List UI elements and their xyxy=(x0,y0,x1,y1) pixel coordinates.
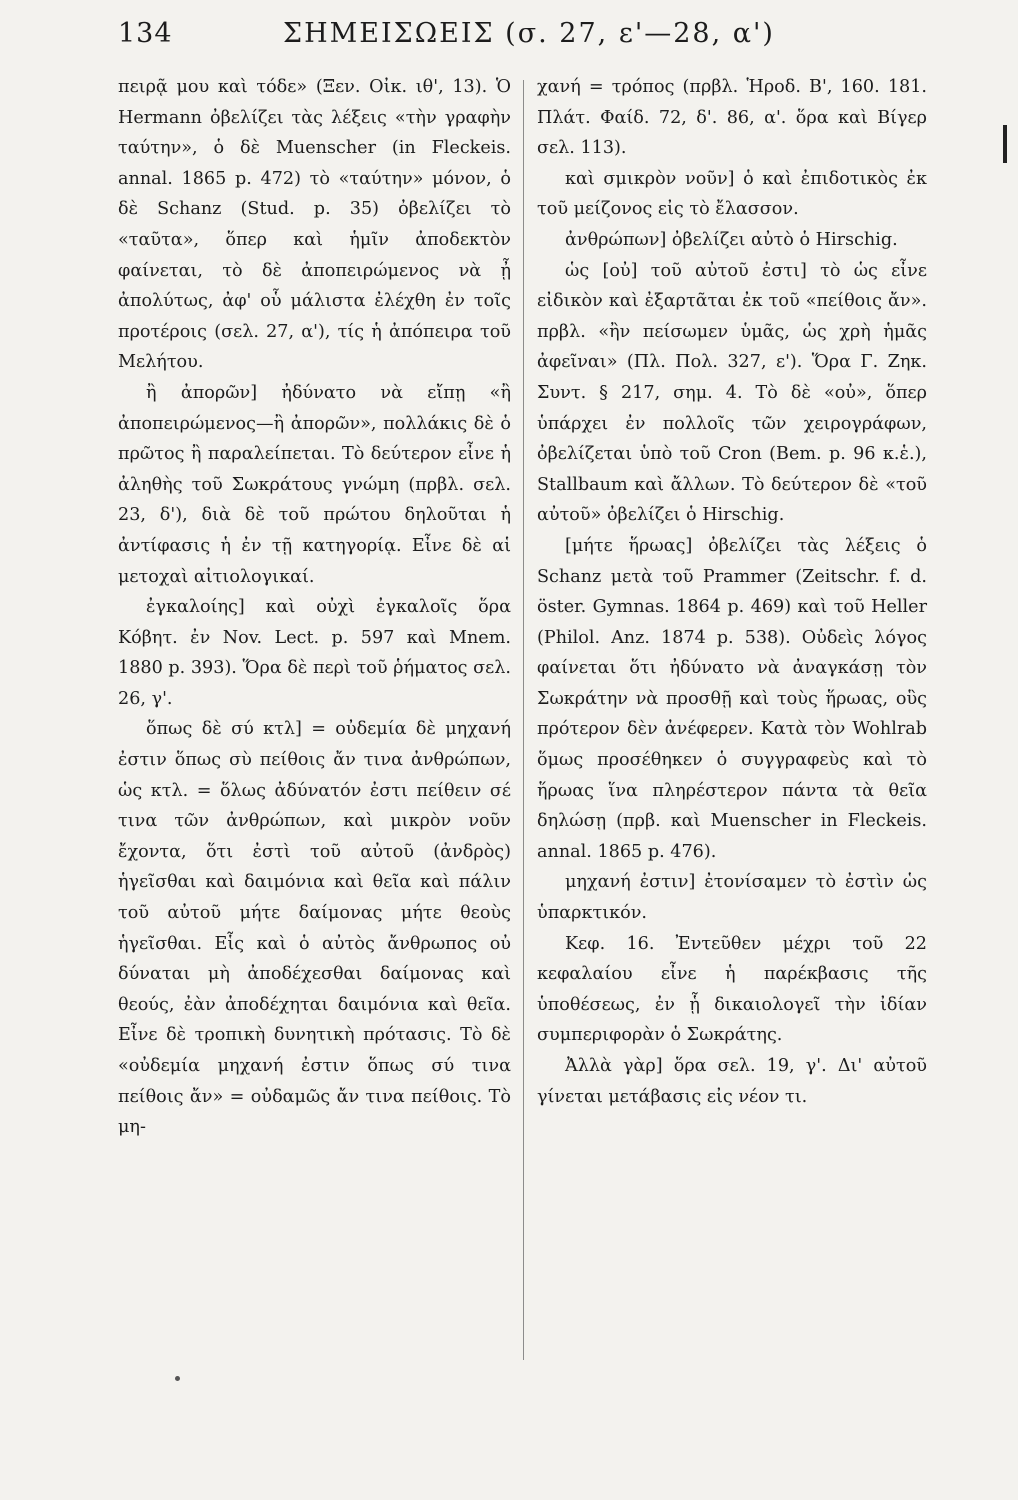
page-number: 134 xyxy=(118,18,173,49)
paragraph: [μήτε ἥρωας] ὀβελίζει τὰς λέξεις ὁ Schanz μετὰ τοῦ Prammer (Zeitschr. f. d. öster. Gymnas. 1864 p. 469) καὶ τοῦ Heller (Philol. Anz. 1874 p. 538). Οὐδεὶς λόγος φαίνεται ὅτι ἠδύνατο νὰ ἀναγκάσῃ τὸν Σωκράτην νὰ προσθῇ καὶ τοὺς ἥρωας, οὓς πρότερον δὲν ἀνέφερεν. Κατὰ τὸν Wohlrab ὅμως προσέθηκεν ὁ συγγραφεὺς καὶ τὸ ἥρωας ἵνα πληρέστερον πάντα τὰ θεῖα δηλώσῃ (πρβ. καὶ Muenscher in Fleckeis. annal. 1865 p. 476). xyxy=(537,535,927,862)
ink-dot xyxy=(175,1376,180,1381)
right-column xyxy=(537,72,927,1112)
paragraph: χανή = τρόπος (πρβλ. Ἡροδ. Β', 160. 181. Πλάτ. Φαίδ. 72, δ'. 86, α'. ὅρα καὶ Βίγερ σελ. 113). xyxy=(537,77,927,159)
paragraph: ὡς [οὐ] τοῦ αὐτοῦ ἐστι] τὸ ὡς εἶνε εἰδικὸν καὶ ἐξαρτᾶται ἐκ τοῦ «πείθοις ἄν». πρβλ. «ἢν πείσωμεν ὑμᾶς, ὡς χρὴ ἡμᾶς ἀφεῖναι» (Πλ. Πολ. 327, ε'). Ὅρα Γ. Ζηκ. Συντ. § 217, σημ. 4. Τὸ δὲ «οὐ», ὅπερ ὑπάρχει ἐν πολλοῖς τῶν χειρογράφων, ὀβελίζεται ὑπὸ τοῦ Cron (Bem. p. 96 κ.ἑ.), Stallbaum καὶ ἄλλων. Τὸ δεύτερον δὲ «τοῦ αὐτοῦ» ὀβελίζει ὁ Hirschig. xyxy=(537,260,927,526)
column-divider xyxy=(523,80,524,1360)
left-column xyxy=(118,72,511,1143)
paragraph: ἐγκαλοίης] καὶ οὐχὶ ἐγκαλοῖς ὅρα Κόβητ. ἐν Nov. Lect. p. 597 καὶ Mnem. 1880 p. 393). Ὅρα δὲ περὶ τοῦ ῥήματος σελ. 26, γ'. xyxy=(118,597,511,709)
paragraph: μηχανή ἐστιν] ἐτονίσαμεν τὸ ἐστὶν ὡς ὑπαρκτικόν. xyxy=(537,872,927,924)
running-head: ΣΗΜΕΙΣΩΕΙΣ (σ. 27, ε'—28, α') xyxy=(283,18,775,49)
paragraph: Ἀλλὰ γὰρ] ὅρα σελ. 19, γ'. Δι' αὐτοῦ γίνεται μετάβασις εἰς νέον τι. xyxy=(537,1056,927,1107)
paragraph: ἀνθρώπων] ὀβελίζει αὐτὸ ὁ Hirschig. xyxy=(565,229,898,250)
chapter-paragraph: Κεφ. 16. Ἐντεῦθεν μέχρι τοῦ 22 κεφαλαίου εἶνε ἡ παρέκβασις τῆς ὑποθέσεως, ἐν ᾗ δικαιολογεῖ τὴν ἰδίαν συμπεριφορὰν ὁ Σωκράτης. xyxy=(537,933,927,1046)
page-header xyxy=(118,18,918,66)
margin-mark xyxy=(1003,125,1007,163)
paragraph: καὶ σμικρὸν νοῦν] ὁ καὶ ἐπιδοτικὸς ἐκ τοῦ μείζονος εἰς τὸ ἔλασσον. xyxy=(537,168,927,220)
paragraph: ἢ ἀπορῶν] ἠδύνατο νὰ εἴπῃ «ἢ ἀποπειρώμενος—ἢ ἀπορῶν», πολλάκις δὲ ὁ πρῶτος ἢ παραλείπεται. Τὸ δεύτερον εἶνε ἡ ἀληθὴς τοῦ Σωκράτους γνώμη (πρβλ. σελ. 23, δ'), διὰ δὲ τοῦ πρώτου δηλοῦται ἡ ἀντίφασις ἡ ἐν τῇ κατηγορίᾳ. Εἶνε δὲ αἱ μετοχαὶ αἰτιολογικαί. xyxy=(118,382,511,587)
paragraph: πειρᾷ μου καὶ τόδε» (Ξεν. Οἰκ. ιθ', 13). Ὁ Hermann ὀβελίζει τὰς λέξεις «τὴν γραφὴν ταύτην», ὁ δὲ Muenscher (in Fleckeis. annal. 1865 p. 472) τὸ «ταύτην» μόνον, ὁ δὲ Schanz (Stud. p. 35) ὀβελίζει τὸ «ταῦτα», ὅπερ καὶ ἡμῖν ἀποδεκτὸν φαίνεται, τὸ δὲ ἀποπειρώμενος νὰ ᾖ ἀπολύτως, ἀφ' οὗ μάλιστα ἐλέχθη ἐν τοῖς προτέροις (σελ. 27, α'), τίς ἡ ἀπόπειρα τοῦ Μελήτου. xyxy=(118,77,511,373)
paragraph: ὅπως δὲ σύ κτλ] = οὐδεμία δὲ μηχανή ἐστιν ὅπως σὺ πείθοις ἄν τινα ἀνθρώπων, ὡς κτλ. = ὅλως ἀδύνατόν ἐστι πείθειν σέ τινα τῶν ἀνθρώπων, καὶ μικρὸν νοῦν ἔχοντα, ὅτι ἐστὶ τοῦ αὐτοῦ (ἀνδρὸς) ἡγεῖσθαι καὶ δαιμόνια καὶ θεῖα καὶ πάλιν τοῦ αὐτοῦ μήτε δαίμονας μήτε θεοὺς ἡγεῖσθαι. Εἷς καὶ ὁ αὐτὸς ἄνθρωπος οὐ δύναται μὴ ἀποδέχεσθαι δαίμονας καὶ θεούς, ἐὰν ἀποδέχηται δαιμόνια καὶ θεῖα. Εἶνε δὲ τροπικὴ δυνητικὴ πρότασις. Τὸ δὲ «οὐδεμία μηχανή ἐστιν ὅπως σύ τινα πείθοις ἄν» = οὐδαμῶς ἄν τινα πείθοις. Τὸ μη- xyxy=(118,719,511,1138)
